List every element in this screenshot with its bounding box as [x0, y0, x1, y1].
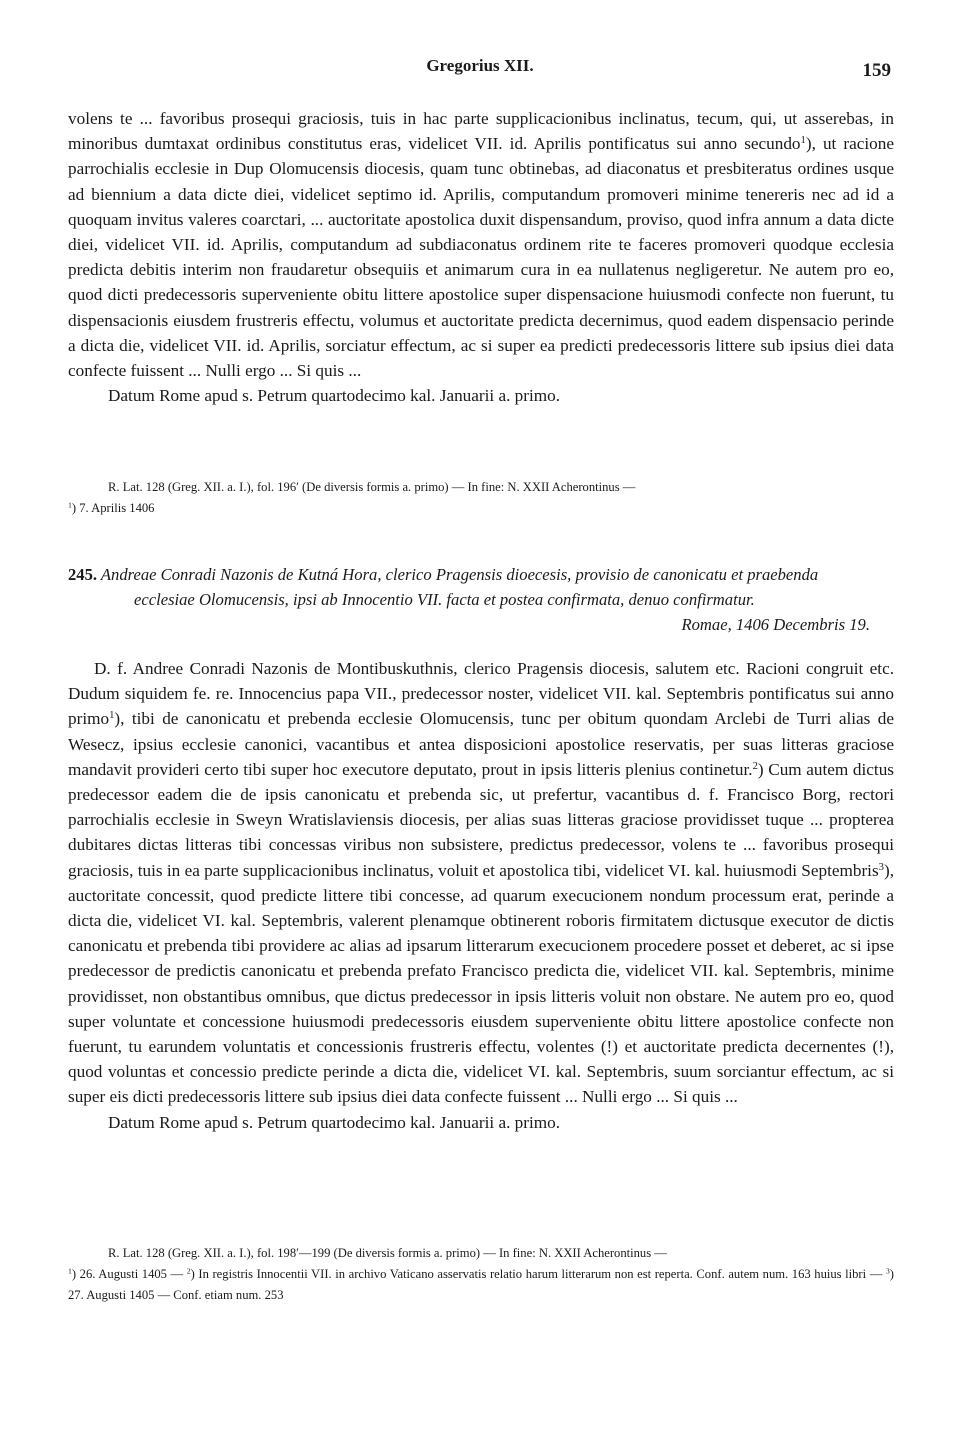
- rubric-place-date: Romae, 1406 Decembris 19.: [681, 615, 870, 634]
- running-head-title: Gregorius XII.: [426, 56, 534, 75]
- footnote-marker: 2: [186, 1266, 191, 1276]
- bottom-footnotes: [68, 1264, 894, 1306]
- footnote-marker: 1: [68, 500, 72, 510]
- bottom-footnote-3: ) 27. Augusti 1405 — Conf. etiam num. 253: [68, 1267, 894, 1302]
- main-text-part-2: ), tibi de canonicatu et prebenda ecclesie Olomucensis, tunc per obitum quondam Arclebi de Turri alias de Wesecz, ipsius ecclesie canonici, vacantibus et antea disposicioni apostolice reservatis, per suas litteras graciose mandavit provideri certo tibi super hoc executore deputato, prout in ipsis litteris plenius continetur.: [68, 709, 894, 779]
- top-datum-line: Datum Rome apud s. Petrum quartodecimo kal. Januarii a. primo.: [108, 386, 561, 406]
- bottom-notes: [68, 1243, 894, 1306]
- page-number: 159: [862, 60, 891, 81]
- main-paragraph: [68, 656, 894, 1110]
- rubric-line-2: ecclesiae Olomucensis, ipsi ab Innocentio VII. facta et postea confirmata, denuo confirmatur.: [134, 590, 755, 609]
- top-paragraph-text-cont: ), ut racione parrochialis ecclesie in Dup Olomucensis diocesis, quam tunc obtinebas, ad diaconatus et presbiteratus ordines usque ad biennium a data dicte diei, videlicet septimo id. Aprilis, computandum promoveri minime tenereris nec ad id a quoquam invitus valeres coarctari, ... auctoritate apostolica duxit dispensandum, proviso, quod infra annum a data dicte diei, videlicet VII. id. Aprilis, computandum ad subdiaconatus ordinem rite te faceres promoveri quodque ecclesia predicta debitis interim non fraudaretur obsequiis et animarum cura in ea nullatenus negligeretur. Ne autem pro eo, quod dicti predecessoris superveniente obitu littere apostolice super dispensacione huiusmodi confecte non fuerunt, tu dispensacionis eiusdem frustreris effectu, volumus et auctoritate predicta decernimus, quod eadem dispensacio perinde a dicta die, videlicet VII. id. Aprilis, sorciatur effectum, ac si super ea predicti predecessoris littere sub ipsius diei data confecte fuissent ... Nulli ergo ... Si quis ...: [68, 134, 894, 381]
- main-datum-line: Datum Rome apud s. Petrum quartodecimo kal. Januarii a. primo.: [108, 1112, 561, 1132]
- top-footnote-text: ) 7. Aprilis 1406: [71, 501, 155, 515]
- rubric-text-1: Andreae Conradi Nazonis de Kutná Hora, clerico Pragensis dioecesis, provisio de canonicatu et praebenda: [100, 565, 819, 584]
- top-paragraph: [68, 106, 894, 383]
- main-paragraph-block: [68, 656, 894, 1135]
- top-paragraph-text: volens te ... favoribus prosequi graciosis, tuis in hac parte supplicacionibus inclinatus, tecum, qui, ut asserebas, in minoribus dumtaxat ordinibus constitutus eras, videlicet VII. id. Aprilis pontificatus sui anno secundo: [68, 109, 894, 154]
- footnote-marker: 3: [885, 1266, 890, 1276]
- bottom-footnote-2: ) In registris Innocentii VII. in archivo Vaticano asservatis relatio harum litterarum non est reperta. Conf. autem num. 163 huius libri —: [190, 1267, 886, 1281]
- top-footnote: [68, 498, 894, 519]
- top-paragraph-block: [68, 106, 894, 408]
- bottom-footnote-1: ) 26. Augusti 1405 —: [71, 1267, 187, 1281]
- running-head: [0, 56, 960, 86]
- main-text-part-1: D. f. Andree Conradi Nazonis de Montibuskuthnis, clerico Pragensis diocesis, salutem etc. Racioni congruit etc. Dudum siquidem fe. re. Innocencius papa VII., predecessor noster, videlicet VII. kal. Septembris pontificatus sui anno primo: [68, 659, 894, 729]
- footnote-marker: 1: [68, 1266, 72, 1276]
- top-notes: [68, 477, 894, 519]
- entry-rubric: [68, 562, 894, 637]
- top-source-note: R. Lat. 128 (Greg. XII. a. I.), fol. 196′ (De diversis formis a. primo) — In fine: N. XXII Acherontinus —: [108, 480, 636, 494]
- footnote-marker: 1: [109, 710, 115, 722]
- main-text-part-4: ), auctoritate concessit, quod predicte littere tibi concesse, ad quarum execucionem nondum processum erat, perinde a dicta die, videlicet VI. kal. Septembris, valerent plenamque obtinerent roboris firmitatem dictusque executor de dictis canonicatu et prebenda tibi providere ac alias ad ipsarum litterarum execucionem procedere posset et deberet, ac si ipse predecessor de predictis canonicatu et prebenda prefato Francisco predicta die, videlicet VII. kal. Septembris, minime providisset, non obstantibus omnibus, que dictus predecessor in ipsis litteris voluit non obstare. Ne autem pro eo, quod super voluntate et concessione huiusmodi predecessoris eiusdem superveniente obitu littere apostolice confecte non fuerunt, tu earundem voluntatis et concessionis frustreris effectu, volentes (!) et auctoritate predicta decernentes (!), quod voluntas et concessio predicte perinde a dicta die, videlicet VI. kal. Septembris, suum sorciantur effectum, ac si super eis dicti predecessoris littere sub ipsius diei data confecte fuissent ... Nulli ergo ... Si quis ...: [68, 860, 894, 1107]
- footnote-marker: 2: [752, 760, 758, 772]
- bottom-source-note: R. Lat. 128 (Greg. XII. a. I.), fol. 198′—199 (De diversis formis a. primo) — In fine: N. XXII Acherontinus —: [108, 1246, 667, 1260]
- entry-number: 245.: [68, 565, 98, 584]
- footnote-marker: 3: [878, 861, 884, 873]
- main-text-part-3: ) Cum autem dictus predecessor eadem die de ipsis canonicatu et prebenda sic, ut prefertur, vacantibus d. f. Francisco Borg, rectori parrochialis ecclesie in Sweyn Wratislaviensis diocesis, per alias suas litteras graciose providisset tuque ... propterea dubitares dictas litteras tibi concessas viribus non subsistere, predictus predecessor, volens te ... favoribus prosequi graciosis, tuis in ea parte supplicacionibus inclinatus, voluit et apostolica tibi, videlicet VI. kal. huiusmodi Septembris: [68, 759, 894, 880]
- rubric-line-1: [68, 562, 894, 587]
- footnote-marker: 1: [800, 135, 806, 147]
